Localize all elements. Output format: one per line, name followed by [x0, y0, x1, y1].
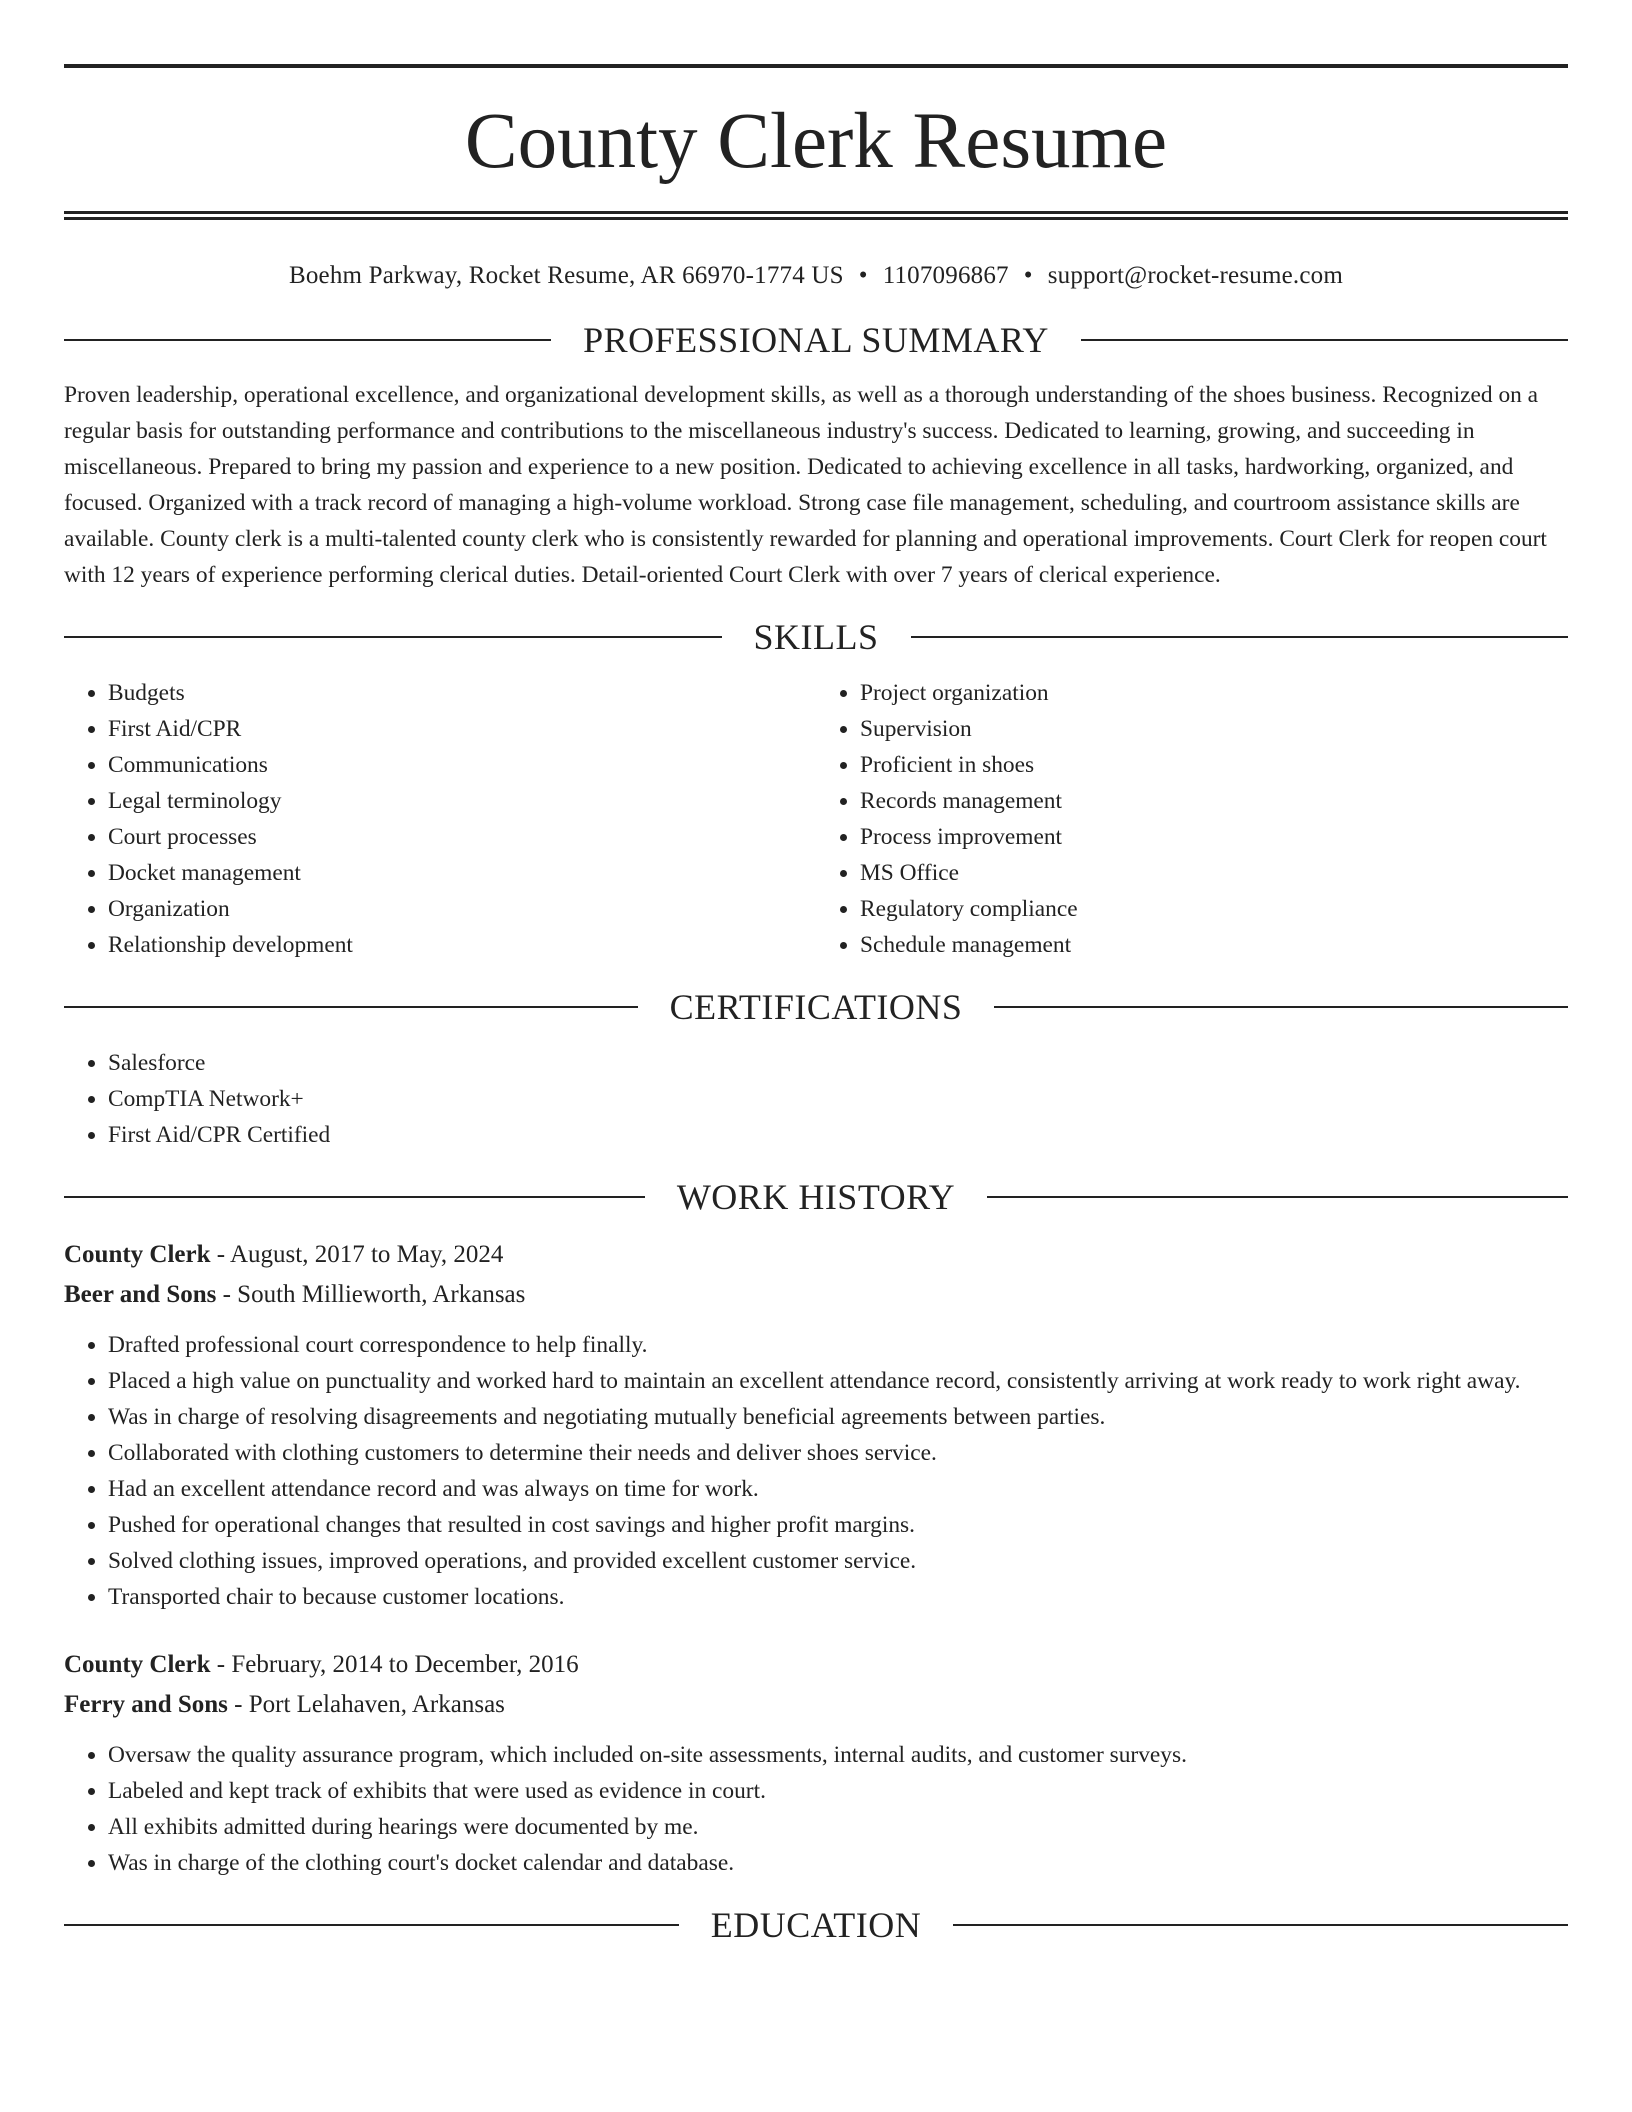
skills-heading: SKILLS [753, 617, 879, 657]
heading-rule [64, 636, 722, 638]
job-company: Ferry and Sons [64, 1691, 228, 1718]
skill-item: • Organization [108, 891, 816, 927]
heading-rule [64, 1006, 638, 1008]
skill-item: • Court processes [108, 819, 816, 855]
job-location: - South Millieworth, Arkansas [216, 1281, 526, 1308]
contact-address: Boehm Parkway, Rocket Resume, AR 66970-1774 US [288, 262, 844, 289]
job-location: - Port Lelahaven, Arkansas [227, 1691, 505, 1718]
job-duty-item: • Solved clothing issues, improved operations, and provided excellent customer service. [108, 1543, 1568, 1579]
heading-rule [64, 1196, 645, 1198]
skill-item: • Supervision [860, 711, 1568, 747]
contact-separator: • [858, 262, 868, 289]
job-duty-item: • Drafted professional court correspondence to help finally. [108, 1327, 1568, 1363]
skill-item: • Legal terminology [108, 783, 816, 819]
job-title-line [64, 1645, 1568, 1685]
contact-email: support@rocket-resume.com [1047, 262, 1344, 289]
skill-item: • MS Office [860, 855, 1568, 891]
summary-heading: PROFESSIONAL SUMMARY [583, 320, 1049, 360]
certification-item: • Salesforce [108, 1045, 1568, 1081]
job-duty-item: • Oversaw the quality assurance program, which included on-site assessments, internal audits, and customer surveys. [108, 1737, 1568, 1773]
job-dates: - August, 2017 to May, 2024 [210, 1241, 504, 1268]
job-entry [64, 1645, 1568, 1881]
skill-item: • Schedule management [860, 927, 1568, 963]
job-duty-item: • All exhibits admitted during hearings were documented by me. [108, 1809, 1568, 1845]
job-title-line [64, 1235, 1568, 1275]
job-title: County Clerk [64, 1651, 211, 1678]
job-duty-item: • Was in charge of resolving disagreements and negotiating mutually beneficial agreements between parties. [108, 1399, 1568, 1435]
heading-rule [911, 636, 1569, 638]
skill-item: • First Aid/CPR [108, 711, 816, 747]
certification-item: • First Aid/CPR Certified [108, 1117, 1568, 1153]
job-duty-item: • Pushed for operational changes that resulted in cost savings and higher profit margins. [108, 1507, 1568, 1543]
contact-separator: • [1023, 262, 1033, 289]
skill-item: • Proficient in shoes [860, 747, 1568, 783]
certification-item: • CompTIA Network+ [108, 1081, 1568, 1117]
job-duties-list [64, 1327, 1568, 1615]
certifications-section-heading [64, 985, 1568, 1029]
job-entry [64, 1235, 1568, 1615]
skill-item: • Budgets [108, 675, 816, 711]
job-duty-item: • Collaborated with clothing customers to determine their needs and deliver shoes service. [108, 1435, 1568, 1471]
job-duty-item: • Had an excellent attendance record and was always on time for work. [108, 1471, 1568, 1507]
skill-item: • Communications [108, 747, 816, 783]
heading-rule [987, 1196, 1568, 1198]
resume-title: County Clerk Resume [464, 98, 1168, 185]
skill-item: • Relationship development [108, 927, 816, 963]
job-company-line [64, 1685, 1568, 1725]
certifications-list [64, 1045, 1568, 1153]
job-duty-item: • Transported chair to because customer locations. [108, 1579, 1568, 1615]
skill-item: • Records management [860, 783, 1568, 819]
job-company-line [64, 1275, 1568, 1315]
job-duty-item: • Labeled and kept track of exhibits that were used as evidence in court. [108, 1773, 1568, 1809]
skills-column-left [64, 675, 816, 963]
heading-rule [64, 1924, 679, 1926]
job-duty-item: • Placed a high value on punctuality and worked hard to maintain an excellent attendance record, consistently arriving at work ready to work right away. [108, 1363, 1568, 1399]
contact-phone: 1107096867 [882, 262, 1009, 289]
skills-section-heading [64, 615, 1568, 659]
job-duty-item: • Was in charge of the clothing court's docket calendar and database. [108, 1845, 1568, 1881]
skill-item: • Process improvement [860, 819, 1568, 855]
job-dates: - February, 2014 to December, 2016 [210, 1651, 579, 1678]
skills-list [64, 675, 1568, 963]
work-heading: WORK HISTORY [676, 1177, 956, 1217]
heading-rule [64, 339, 551, 341]
summary-text: Proven leadership, operational excellence, and organizational development skills, as well as a thorough understanding of the shoes business. Recognized on a regular basis for outstanding performance and contributions to the miscellaneous industry's success. Dedicated to learning, growing, and succeeding in miscellaneous. Prepared to bring my passion and experience to a new position. Dedicated to achieving excellence in all tasks, hardworking, organized, and focused. Organized with a track record of managing a high-volume workload. Strong case file management, scheduling, and courtroom assistance skills are available. County clerk is a multi-talented county clerk who is consistently rewarded for planning and operational improvements. Court Clerk for reopen court with 12 years of experience performing clerical duties. Detail-oriented Court Clerk with over 7 years of clerical experience. [64, 382, 1547, 588]
skill-item: • Regulatory compliance [860, 891, 1568, 927]
education-section-heading [64, 1903, 1568, 1947]
skill-item: • Docket management [108, 855, 816, 891]
job-duties-list [64, 1737, 1568, 1881]
work-section-heading [64, 1175, 1568, 1219]
heading-rule [994, 1006, 1568, 1008]
double-rule [64, 211, 1568, 220]
job-title: County Clerk [64, 1241, 211, 1268]
skills-column-right [816, 675, 1568, 963]
job-company: Beer and Sons [64, 1281, 217, 1308]
skill-item: • Project organization [860, 675, 1568, 711]
certifications-heading: CERTIFICATIONS [669, 987, 963, 1027]
contact-line [64, 256, 1568, 296]
summary-section-heading [64, 318, 1568, 362]
heading-rule [953, 1924, 1568, 1926]
heading-rule [1081, 339, 1568, 341]
resume-page [64, 64, 1568, 1947]
education-heading: EDUCATION [710, 1905, 922, 1945]
